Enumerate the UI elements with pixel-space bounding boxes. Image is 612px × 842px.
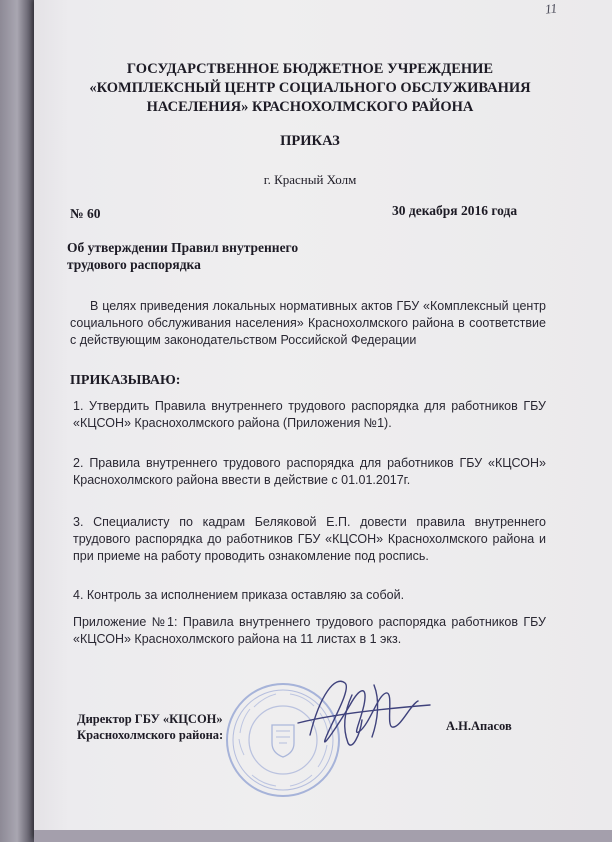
binding-edge (0, 0, 38, 842)
signatory-name: А.Н.Апасов (446, 719, 512, 733)
order-number: № 60 (70, 206, 101, 221)
signatory-title (77, 711, 223, 743)
preamble-paragraph: В целях приведения локальных нормативных актов ГБУ «Комплексный центр социального обслуживания населения» Краснохолмского района в соответствие с действующим законодательством Российской Федерации (70, 299, 546, 347)
order-subject (67, 239, 327, 273)
subject-line: Об утверждении Правил внутреннего (67, 240, 299, 255)
order-item: 3. Специалисту по кадрам Беляковой Е.П. довести правила внутреннего трудового распорядка до работников ГБУ «КЦСОН» Краснохолмского района и при приеме на работу проводить ознакомление под роспись. (73, 515, 546, 563)
command-word: ПРИКАЗЫВАЮ: (70, 373, 181, 388)
signatory-title-line: Директор ГБУ «КЦСОН» (77, 712, 223, 726)
header-line: «КОМПЛЕКСНЫЙ ЦЕНТР СОЦИАЛЬНОГО ОБСЛУЖИВАНИЯ (89, 80, 531, 96)
subject-line: трудового распорядка (67, 257, 201, 272)
order-date: 30 декабря 2016 года (392, 203, 518, 218)
order-item: 2. Правила внутреннего трудового распорядка для работников ГБУ «КЦСОН» Краснохолмского района ввести в действие с 01.01.2017г. (73, 456, 546, 487)
order-title: ПРИКАЗ (280, 133, 340, 149)
signatory-title-line: Краснохолмского района: (77, 728, 224, 742)
order-item: 1. Утвердить Правила внутреннего трудового распорядка для работников ГБУ «КЦСОН» Краснохолмского района (Приложения №1). (73, 399, 546, 430)
city: г. Красный Холм (263, 172, 357, 187)
page-number: 11 (544, 0, 558, 17)
header-line: НАСЕЛЕНИЯ» КРАСНОХОЛМСКОГО РАЙОНА (146, 99, 474, 115)
director-signature (290, 665, 440, 755)
scan-background-strip (34, 830, 612, 842)
order-item: 4. Контроль за исполнением приказа оставляю за собой. (73, 588, 405, 602)
appendix-note: Приложение №1: Правила внутреннего трудового распорядка работников ГБУ «КЦСОН» Краснохолмского района на 11 листах в 1 экз. (73, 615, 546, 646)
header-line: ГОСУДАРСТВЕННОЕ БЮДЖЕТНОЕ УЧРЕЖДЕНИЕ (126, 61, 494, 77)
organization-header (40, 60, 580, 117)
